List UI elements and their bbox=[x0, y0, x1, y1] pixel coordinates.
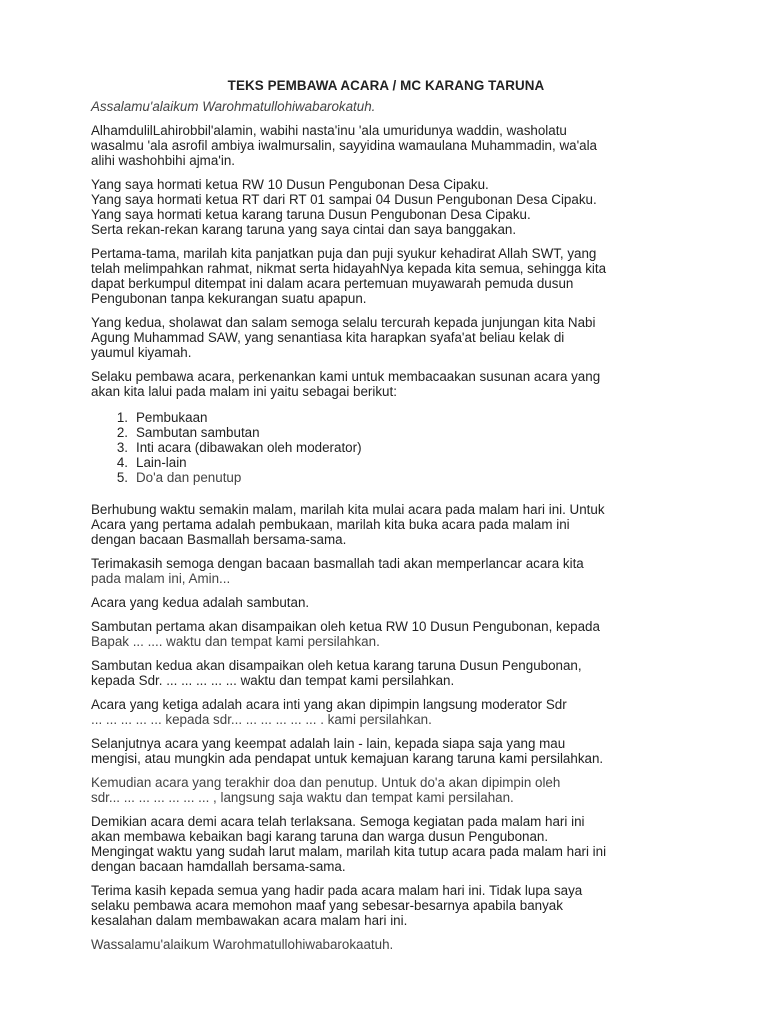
fourth-act-paragraph bbox=[91, 736, 681, 766]
second-speech-paragraph bbox=[91, 658, 681, 688]
respected-guests-paragraph bbox=[91, 177, 681, 237]
text-line: selaku pembawa acara memohon maaf yang sebesar-besarnya apabila banyak bbox=[91, 898, 563, 913]
text-line: Yang kedua, sholawat dan salam semoga selalu tercurah kepada junjungan kita Nabi bbox=[91, 315, 596, 330]
text-line: kesalahan dalam membawakan acara malam hari ini. bbox=[91, 913, 408, 928]
document-page bbox=[91, 78, 681, 961]
text-line: Mengingat waktu yang sudah larut malam, marilah kita tutup acara pada malam hari ini bbox=[91, 844, 607, 859]
text-line: mengisi, atau mungkin ada pendapat untuk kemajuan karang taruna kami persilahkan. bbox=[91, 751, 604, 766]
text-line: Terima kasih kepada semua yang hadir pada acara malam hari ini. Tidak lupa saya bbox=[91, 883, 583, 898]
text-line: alihi washohbihi ajma'in. bbox=[91, 153, 235, 168]
text-line: pada malam ini, Amin... bbox=[91, 571, 231, 586]
first-speech-paragraph bbox=[91, 619, 681, 649]
text-line: Bapak ... .... waktu dan tempat kami persilahkan. bbox=[91, 634, 380, 649]
text-line: dengan bacaan Basmallah bersama-sama. bbox=[91, 532, 347, 547]
list-item bbox=[91, 455, 681, 470]
list-item-number: 4. bbox=[116, 455, 128, 470]
text-line: akan membawa kebaikan bagi karang taruna dan warga dusun Pengubonan. bbox=[91, 829, 549, 844]
text-line: kepada Sdr. ... ... ... ... ... waktu dan tempat kami persilahkan. bbox=[91, 673, 455, 688]
text-line: dapat berkumpul ditempat ini dalam acara pertemuan muyawarah pemuda dusun bbox=[91, 276, 574, 291]
list-item bbox=[91, 410, 681, 425]
list-item-number: 1. bbox=[116, 410, 128, 425]
text-line: yaumul kiyamah. bbox=[91, 345, 192, 360]
text-line: Selanjutnya acara yang keempat adalah lain - lain, kepada siapa saja yang mau bbox=[91, 736, 566, 751]
text-line: ... ... ... ... ... kepada sdr... ... ... ... ... ... . kami persilahkan. bbox=[91, 712, 432, 727]
opening-prayer-paragraph bbox=[91, 123, 681, 168]
conclusion-paragraph bbox=[91, 814, 681, 874]
text-line: akan kita lalui pada malam ini yaitu sebagai berikut: bbox=[91, 384, 397, 399]
text-line: Agung Muhammad SAW, yang senantiasa kita harapkan syafa'at beliau kelak di bbox=[91, 330, 565, 345]
text-line: sdr... ... ... ... ... ... ... , langsung saja waktu dan tempat kami persilahan. bbox=[91, 790, 514, 805]
greeting-paragraph: Assalamu'alaikum Warohmatullohiwabarokatuh. bbox=[91, 99, 376, 114]
text-line: Acara yang pertama adalah pembukaan, marilah kita buka acara pada malam ini bbox=[91, 517, 570, 532]
thanks-basmallah-paragraph bbox=[91, 556, 681, 586]
text-line: Selaku pembawa acara, perkenankan kami untuk membacaakan susunan acara yang bbox=[91, 369, 601, 384]
list-item bbox=[91, 440, 681, 455]
text-line: Sambutan kedua akan disampaikan oleh ketua karang taruna Dusun Pengubonan, bbox=[91, 658, 582, 673]
text-line: Serta rekan-rekan karang taruna yang saya cintai dan saya banggakan. bbox=[91, 222, 517, 237]
list-item-text: Lain-lain bbox=[136, 455, 187, 470]
sholawat-paragraph bbox=[91, 315, 681, 360]
text-line: Yang saya hormati ketua RT dari RT 01 sampai 04 Dusun Pengubonan Desa Cipaku. bbox=[91, 192, 597, 207]
list-item-text: Inti acara (dibawakan oleh moderator) bbox=[136, 440, 362, 455]
text-line: telah melimpahkan rahmat, nikmat serta hidayahNya kepada kita semua, sehingga kita bbox=[91, 261, 607, 276]
text-line: Acara yang ketiga adalah acara inti yang akan dipimpin langsung moderator Sdr bbox=[91, 697, 567, 712]
list-item bbox=[91, 425, 681, 440]
agenda-intro-paragraph bbox=[91, 369, 681, 399]
text-line: wasalmu 'ala asrofil ambiya iwalmursalin, sayyidina wamaulana Muhammadin, wa'ala bbox=[91, 138, 597, 153]
text-line: Berhubung waktu semakin malam, marilah kita mulai acara pada malam hari ini. Untuk bbox=[91, 502, 605, 517]
text-line: Pertama-tama, marilah kita panjatkan puja dan puji syukur kehadirat Allah SWT, yang bbox=[91, 246, 597, 261]
text-line: Yang saya hormati ketua karang taruna Dusun Pengubonan Desa Cipaku. bbox=[91, 207, 531, 222]
text-line: Pengubonan tanpa kekurangan suatu apapun. bbox=[91, 291, 367, 306]
gratitude-paragraph bbox=[91, 246, 681, 306]
text-line: AlhamdulilLahirobbil'alamin, wabihi nasta'inu 'ala umuridunya waddin, washolatu bbox=[91, 123, 567, 138]
text-line: Sambutan pertama akan disampaikan oleh ketua RW 10 Dusun Pengubonan, kepada bbox=[91, 619, 600, 634]
list-item-text: Do'a dan penutup bbox=[136, 470, 242, 485]
list-item-number: 2. bbox=[116, 425, 128, 440]
closing-salam: Wassalamu'alaikum Warohmatullohiwabarokaatuh. bbox=[91, 937, 394, 952]
list-item-text: Pembukaan bbox=[136, 410, 208, 425]
list-item-text: Sambutan sambutan bbox=[136, 425, 260, 440]
list-item-number: 5. bbox=[116, 470, 128, 485]
list-item-number: 3. bbox=[116, 440, 128, 455]
third-act-paragraph bbox=[91, 697, 681, 727]
list-item bbox=[91, 470, 681, 485]
text-line: Terimakasih semoga dengan bacaan basmallah tadi akan memperlancar acara kita bbox=[91, 556, 584, 571]
text-line: Demikian acara demi acara telah terlaksana. Semoga kegiatan pada malam hari ini bbox=[91, 814, 585, 829]
text-line: dengan bacaan hamdallah bersama-sama. bbox=[91, 859, 346, 874]
text-line: Kemudian acara yang terakhir doa dan penutup. Untuk do'a akan dipimpin oleh bbox=[91, 775, 561, 790]
second-act-paragraph: Acara yang kedua adalah sambutan. bbox=[91, 595, 310, 610]
document-title: TEKS PEMBAWA ACARA / MC KARANG TARUNA bbox=[227, 78, 545, 93]
text-line: Yang saya hormati ketua RW 10 Dusun Pengubonan Desa Cipaku. bbox=[91, 177, 489, 192]
closing-prayer-paragraph bbox=[91, 775, 681, 805]
opening-act-paragraph bbox=[91, 502, 681, 547]
agenda-list bbox=[91, 410, 681, 485]
thank-you-paragraph bbox=[91, 883, 681, 928]
